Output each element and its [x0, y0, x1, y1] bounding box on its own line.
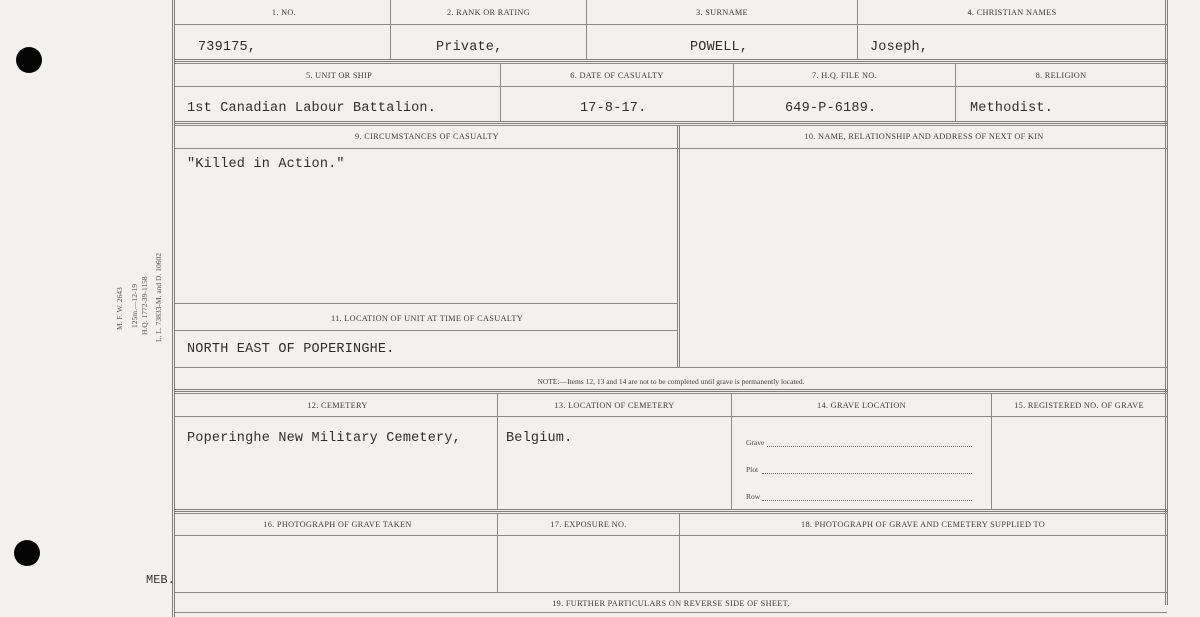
row2-top-rule [175, 63, 1167, 64]
unit-value: 1st Canadian Labour Battalion. [187, 101, 437, 116]
right-border [1165, 0, 1168, 605]
photo-supplied-label: 18. PHOTOGRAPH OF GRAVE AND CEMETERY SUPPLIED TO [801, 520, 1045, 529]
row1-bottom-rule [175, 59, 1167, 62]
hq-file-value: 649-P-6189. [785, 101, 877, 116]
cemetery-value: Poperinghe New Military Cemetery, [187, 431, 461, 446]
bottom-rule [175, 612, 1167, 613]
grave-field-line [767, 446, 972, 447]
row5-bottom-rule [175, 592, 1167, 593]
row4-top-rule [175, 393, 1167, 394]
surname-value: POWELL, [690, 40, 749, 55]
location-header-rule [175, 330, 678, 331]
no-label: 1. NO. [271, 8, 297, 17]
location-top-rule [175, 303, 678, 304]
registered-no-label: 15. REGISTERED NO. OF GRAVE [1014, 401, 1144, 410]
row4-divider-2 [731, 393, 732, 510]
row3-bottom-rule [175, 367, 1167, 368]
side-print-line-3: H.Q. 1772-39-1158 [140, 276, 149, 335]
christian-names-value: Joseph, [870, 40, 929, 55]
row2-header-rule [175, 86, 1167, 87]
location-unit-label: 11. LOCATION OF UNIT AT TIME OF CASUALTY [330, 314, 524, 323]
location-unit-value: NORTH EAST OF POPERINGHE. [187, 342, 395, 357]
hq-file-label: 7. H.Q. FILE NO. [812, 71, 877, 80]
side-print-line-1: M. F. W. 2643 [115, 287, 124, 330]
side-print-line-2: 125m.—12-19 [130, 284, 139, 328]
row5-header-rule [175, 535, 1167, 536]
grave-location-label: 14. GRAVE LOCATION [817, 401, 906, 410]
circumstances-value: "Killed in Action." [187, 157, 345, 172]
row4-bottom-rule [175, 509, 1167, 512]
left-border [172, 0, 175, 617]
plot-field-label: Plot [746, 465, 759, 474]
row4-header-rule [175, 416, 1167, 417]
row1-header-rule [175, 24, 1167, 25]
unit-label: 5. UNIT OR SHIP [305, 71, 373, 80]
religion-value: Methodist. [970, 101, 1054, 116]
further-particulars-label: 19. FURTHER PARTICULARS ON REVERSE SIDE OF SHEET. [552, 599, 790, 608]
photo-taken-label: 16. PHOTOGRAPH OF GRAVE TAKEN [263, 520, 412, 529]
row2-bottom-rule [175, 121, 1167, 124]
punch-hole-bottom [14, 540, 40, 566]
date-label: 6. DATE OF CASUALTY [570, 71, 664, 80]
row4-divider-1 [497, 393, 498, 510]
row3-header-rule [175, 148, 1167, 149]
rank-value: Private, [436, 40, 503, 55]
surname-label: 3. SURNAME [696, 8, 748, 17]
religion-label: 8. RELIGION [1035, 71, 1087, 80]
row5-top-rule [175, 513, 1167, 514]
cemetery-label: 12. CEMETERY [307, 401, 368, 410]
circumstances-label: 9. CIRCUMSTANCES OF CASUALTY [355, 132, 499, 141]
next-of-kin-label: 10. NAME, RELATIONSHIP AND ADDRESS OF NEXT OF KIN [804, 132, 1044, 141]
punch-hole-top [16, 47, 42, 73]
row4-divider-3 [991, 393, 992, 510]
row-field-line [762, 500, 972, 501]
grave-field-label: Grave [746, 438, 765, 447]
christian-names-label: 4. CHRISTIAN NAMES [967, 8, 1057, 17]
clerk-stamp: MEB. [146, 573, 175, 587]
side-print-line-4: L. L. 73833-M. and D. 10602 [154, 253, 163, 342]
exposure-label: 17. EXPOSURE NO. [550, 520, 627, 529]
row3-top-rule [175, 125, 1167, 126]
cemetery-location-value: Belgium. [506, 431, 573, 446]
note-text: NOTE:—Items 12, 13 and 14 are not to be completed until grave is permanently located. [537, 377, 805, 386]
no-value: 739175, [198, 40, 257, 55]
cemetery-location-label: 13. LOCATION OF CEMETERY [554, 401, 675, 410]
note-bottom-rule [175, 389, 1167, 392]
plot-field-line [762, 473, 972, 474]
rank-label: 2. RANK OR RATING [446, 8, 530, 17]
row-field-label: Row [746, 492, 761, 501]
date-value: 17-8-17. [580, 101, 647, 116]
